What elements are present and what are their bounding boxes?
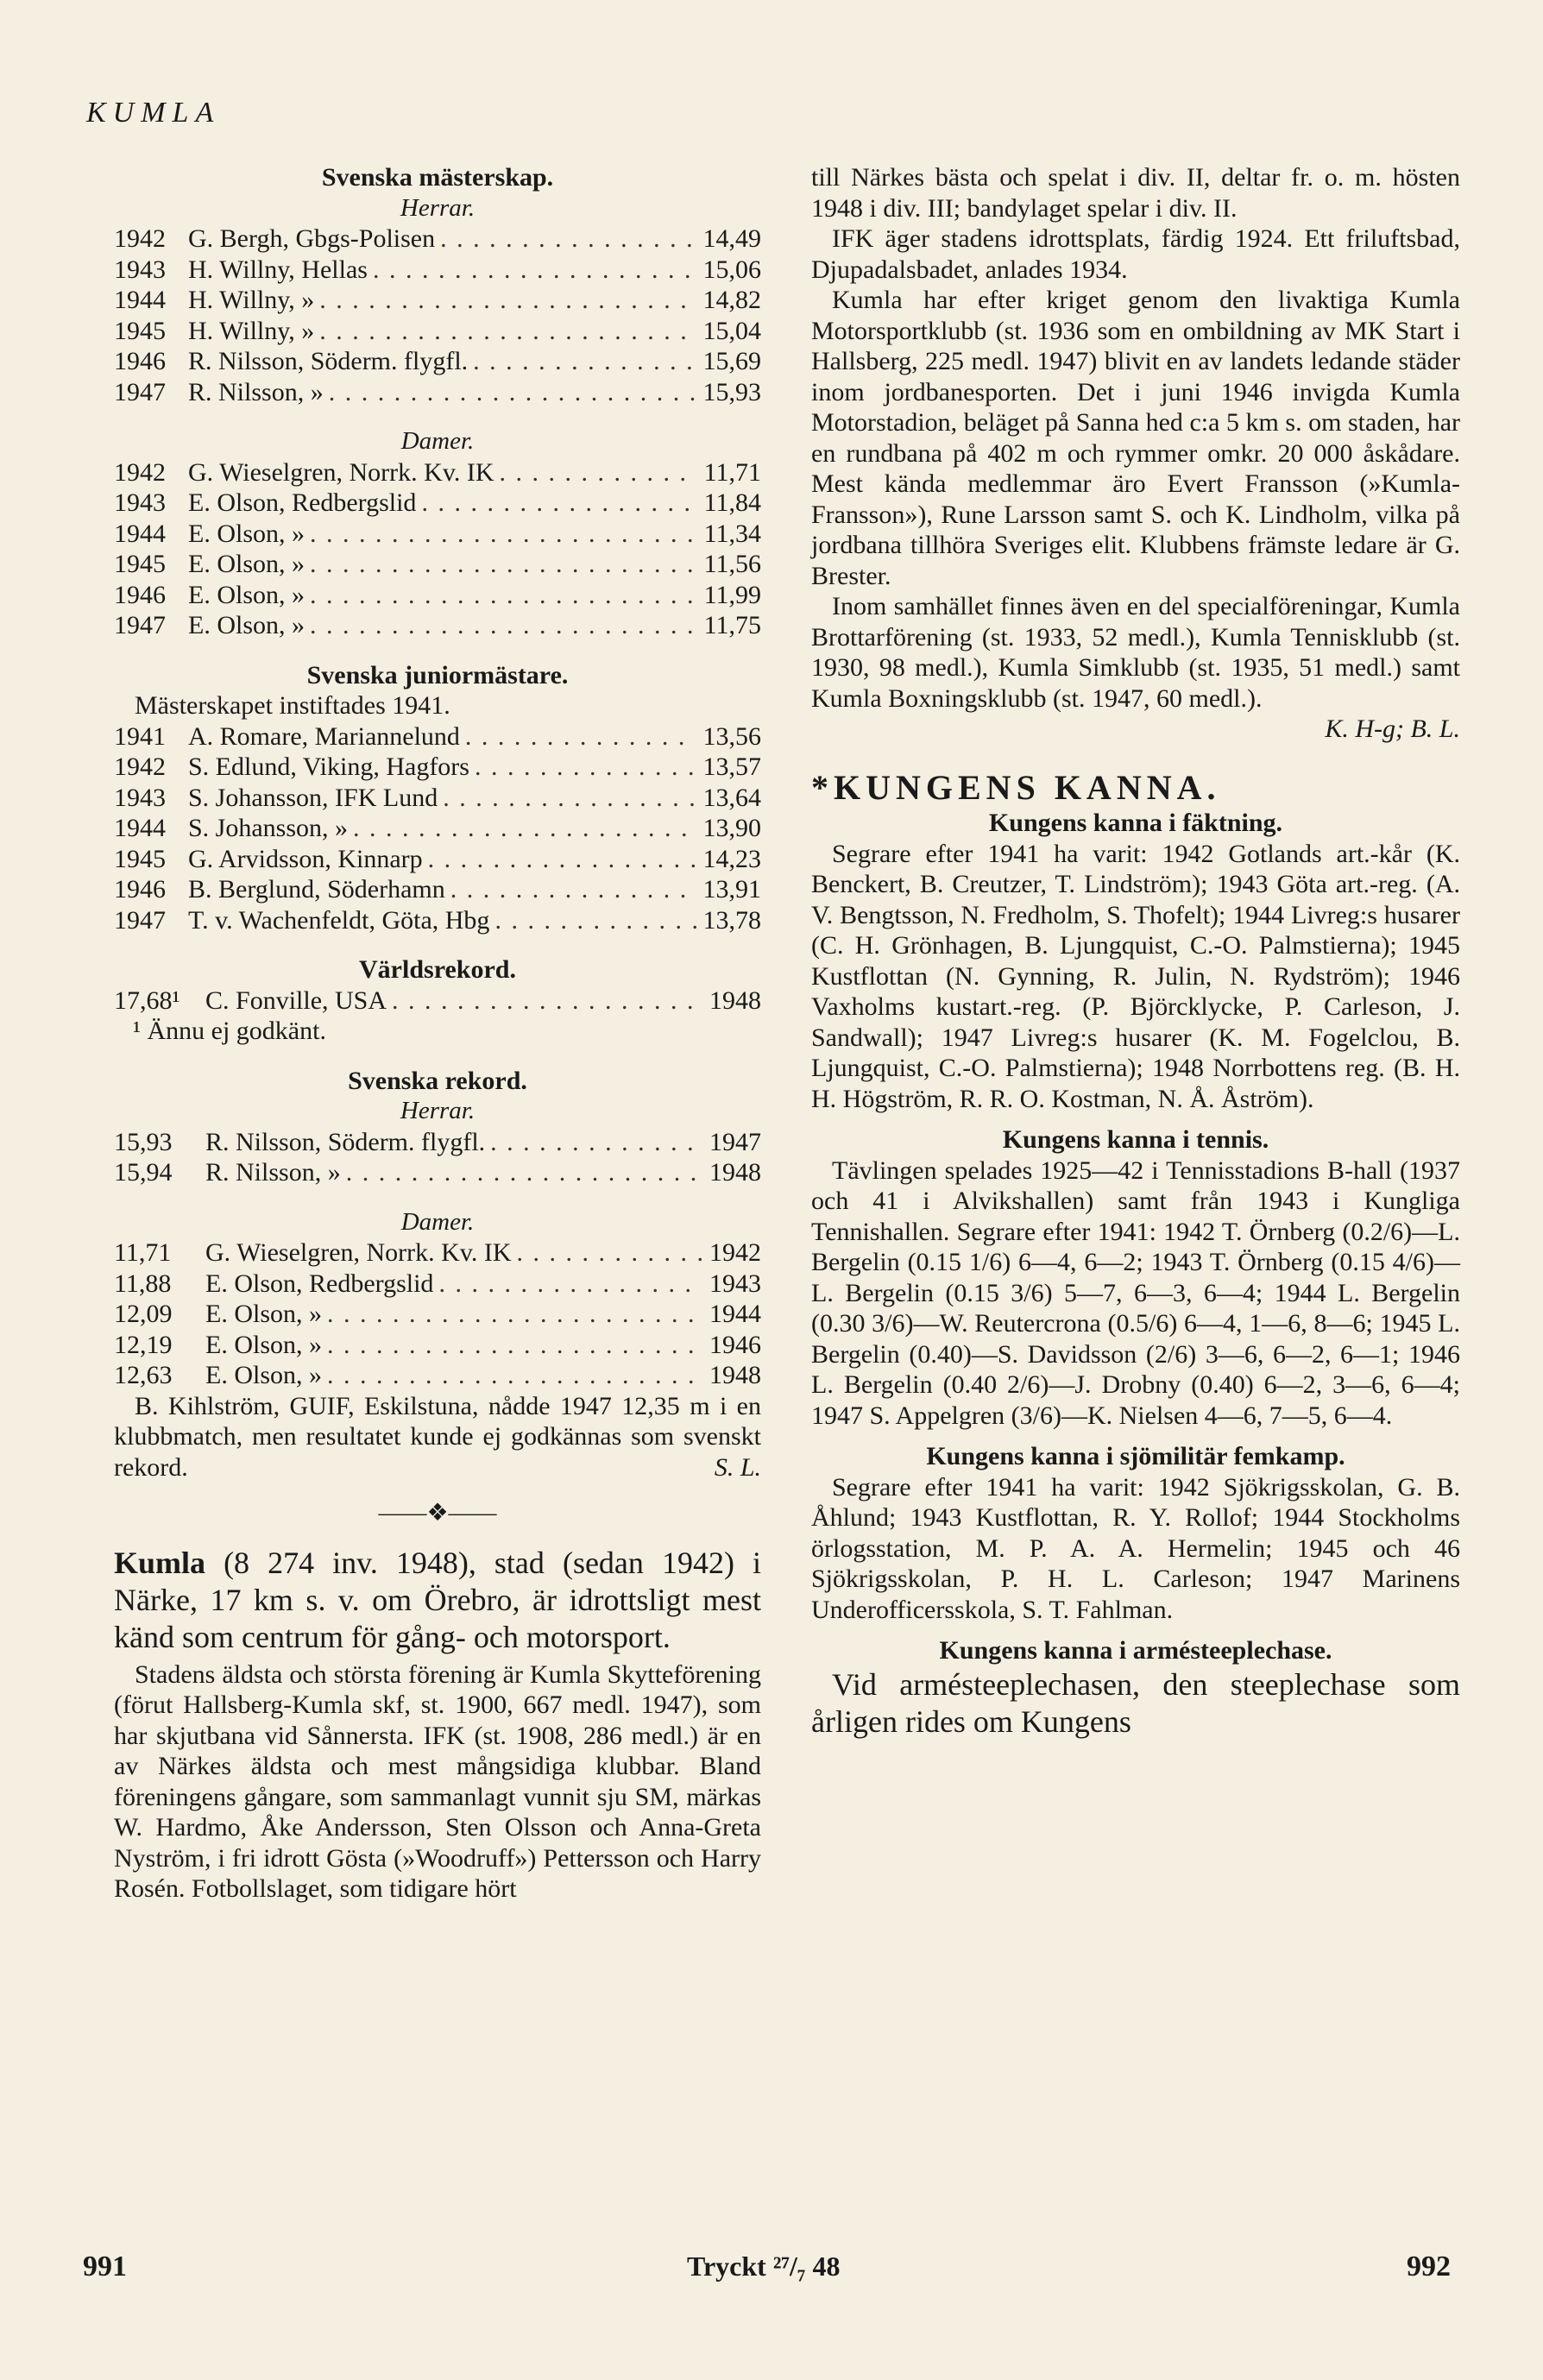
row-year: 1941	[114, 721, 166, 751]
row-year: 1942	[114, 752, 166, 781]
row-year: 1945	[114, 316, 166, 345]
leader-dots	[327, 1299, 702, 1330]
row-name: H. Willny, »	[188, 316, 315, 345]
leader-dots	[310, 519, 697, 550]
sr-sign: S. L.	[714, 1452, 761, 1482]
ornament: ——❖——	[378, 1500, 497, 1527]
junior-list	[114, 721, 761, 936]
row-year: 1946	[114, 580, 166, 609]
row-name: G. Bergh, Gbgs-Polisen	[188, 224, 436, 253]
row-name: T. v. Wachenfeldt, Göta, Hbg	[188, 905, 490, 935]
row-name: E. Olson, Redbergslid	[188, 488, 417, 517]
fakt-text: Segrare efter 1941 ha varit: 1942 Gotlands art.-kår (K. Benckert, B. Creutzer, T. Lindström); 1943 Göta art.-reg. (A. V. Bengtsson, N. Fredholm, S. Thofelt); 1944 Livreg:s husarer (C. H. Grönhagen, B. Ljungquist, C.-O. Palmstierna); 1945 Kustflottan (N. Gynning, R. Julin, N. Rydström); 1946 Vaxholms kustart.-reg. (P. Björcklycke, P. Carleson, J. Sandwall); 1947 Livreg:s husarer (K. M. Fogelclou, B. Ljungquist, C.-O. Palmstierna); 1948 Norrbottens reg. (B. H. H. Högström, R. R. O. Kostman, N. Å. Åström).	[811, 839, 1460, 1113]
row-year: 1945	[114, 550, 166, 578]
row-year: 1946	[709, 1330, 761, 1359]
right-p1: till Närkes bästa och spelat i div. II, deltar fr. o. m. hösten 1948 i div. III; bandylaget spelar i div. II.	[811, 163, 1460, 223]
row-result: 14,49	[702, 224, 761, 253]
table-row	[114, 488, 761, 519]
table-row	[114, 224, 761, 255]
right-column	[811, 162, 1460, 1741]
row-year: 1942	[709, 1238, 761, 1267]
row-name: E. Olson, Redbergslid	[205, 1269, 434, 1298]
junior-intro: Mästerskapet instiftades 1941.	[135, 691, 450, 720]
leader-dots	[346, 1157, 702, 1188]
row-name: E. Olson, »	[188, 580, 305, 609]
leader-dots	[443, 783, 696, 814]
row-result: 11,84	[703, 488, 761, 517]
row-year: 1948	[709, 1158, 761, 1187]
row-year: 1943	[114, 255, 166, 284]
table-row	[114, 844, 761, 875]
sr-herrar-label: Herrar.	[400, 1097, 475, 1124]
row-name: A. Romare, Mariannelund	[188, 721, 460, 751]
row-name: E. Olson, »	[205, 1300, 322, 1328]
leader-dots	[438, 1269, 702, 1300]
row-result: 14,23	[702, 844, 761, 873]
arme-title: Kungens kanna i armésteeplechase.	[939, 1636, 1332, 1665]
row-value: 15,93	[114, 1127, 173, 1156]
leader-dots	[428, 844, 696, 875]
wr-year: 1948	[709, 985, 761, 1015]
leader-dots	[421, 488, 696, 519]
row-year: 1946	[114, 347, 166, 375]
row-name: E. Olson, »	[205, 1361, 322, 1389]
table-row	[114, 1330, 761, 1361]
table-row	[114, 752, 761, 783]
leader-dots	[517, 1237, 702, 1269]
table-row	[114, 346, 761, 377]
row-result: 15,93	[702, 377, 761, 406]
table-row	[114, 610, 761, 641]
row-result: 15,04	[702, 316, 761, 345]
sr-title: Svenska rekord.	[348, 1066, 527, 1095]
leader-dots	[373, 255, 696, 286]
sr-damer-label: Damer.	[400, 1207, 475, 1236]
right-p3: Kumla har efter kriget genom den livaktiga Kumla Motorsportklubb (st. 1936 som en ombildning av MK Start i Hallsberg, 225 medl. 1947) blivit en av landets ledande städer inom jordbanesporten. Det i juni 1946 invigda Kumla Motorstadion, beläget på Sanna hed c:a 5 km s. om staden, har en rundbana på 402 m och rymmer omkr. 20 000 åskådare. Mest kända medlemmar äro Evert Fransson (»Kumla-Fransson»), Rune Larsson samt S. och K. Lindholm, vilka på jordbana tillhöra Sveriges elit. Klubbens främste ledare är G. Brester.	[811, 286, 1460, 590]
row-value: 12,09	[114, 1300, 173, 1328]
table-row	[114, 1299, 761, 1330]
leader-dots	[310, 549, 697, 580]
row-name: E. Olson, »	[188, 519, 305, 548]
row-year: 1943	[114, 783, 166, 812]
tennis-title: Kungens kanna i tennis.	[1002, 1125, 1269, 1154]
row-result: 11,75	[703, 611, 761, 639]
row-year: 1942	[114, 224, 166, 253]
table-row	[114, 1269, 761, 1300]
kungens-title: *KUNGENS KANNA.	[811, 767, 1221, 807]
row-name: G. Arvidsson, Kinnarp	[188, 844, 423, 873]
table-row	[114, 255, 761, 286]
wr-row	[114, 985, 761, 1017]
row-name: G. Wieselgren, Norrk. Kv. IK	[188, 457, 494, 487]
table-row	[114, 457, 761, 488]
table-row	[114, 721, 761, 752]
row-year: 1942	[114, 457, 166, 487]
left-column	[114, 162, 761, 1905]
row-result: 11,71	[703, 457, 761, 487]
table-row	[114, 1360, 761, 1391]
row-year: 1948	[709, 1361, 761, 1389]
kumla-lead: (8 274 inv. 1948), stad (sedan 1942) i Närke, 17 km s. v. om Örebro, är idrottsligt mest känd som centrum för gång- och motorsport.	[114, 1545, 761, 1654]
table-row	[114, 316, 761, 347]
leader-dots	[327, 1330, 702, 1361]
row-value: 11,88	[114, 1269, 172, 1298]
row-result: 14,82	[702, 286, 761, 314]
row-year: 1947	[114, 377, 166, 406]
row-year: 1944	[114, 519, 166, 548]
sr-note-text: B. Kihlström, GUIF, Eskilstuna, nådde 1947 12,35 m i en klubbmatch, men resultatet kunde ej godkännas som svenskt rekord.	[114, 1391, 761, 1482]
leader-dots	[327, 1360, 702, 1391]
table-row	[114, 285, 761, 316]
page-number-left: 991	[83, 2251, 127, 2282]
row-year: 1945	[114, 844, 166, 873]
leader-dots	[310, 610, 697, 641]
print-date: Tryckt ²⁷/₇ 48	[687, 2251, 841, 2282]
row-result: 11,99	[703, 580, 761, 609]
row-name: R. Nilsson, Söderm. flygfl.	[205, 1127, 486, 1156]
sr-herrar-list	[114, 1127, 761, 1188]
row-year: 1947	[114, 611, 166, 639]
leader-dots	[310, 580, 697, 611]
table-row	[114, 1157, 761, 1188]
right-p4-sign: K. H-g; B. L.	[1325, 715, 1460, 743]
sm-title: Svenska mästerskap.	[321, 163, 554, 192]
tennis-text: Tävlingen spelades 1925—42 i Tennisstadions B-hall (1937 och 41 i Alvikshallen) samt från 1943 i Kungliga Tennishallen. Segrare efter 1941: 1942 T. Örnberg (0.2/6)—L. Bergelin (0.15 1/6) 6—4, 6—2; 1943 T. Örnberg (0.15 4/6)—L. Bergelin (0.15 3/6) 5—7, 6—3, 6—4; 1944 L. Bergelin (0.30 3/6)—W. Reutercrona (0.5/6) 6—4, 1—6, 8—6; 1945 L. Bergelin (0.40)—S. Davidsson (2/6) 3—6, 6—2, 6—1; 1946 L. Bergelin (0.40 2/6)—J. Drobny (0.40) 6—2, 3—6, 6—4; 1947 S. Appelgren (3/6)—K. Nielsen 4—6, 7—5, 6—4.	[811, 1155, 1460, 1430]
row-result: 13,91	[702, 875, 761, 904]
leader-dots	[319, 285, 696, 316]
leader-dots	[353, 813, 696, 844]
row-year: 1946	[114, 875, 166, 904]
herrar-label: Herrar.	[400, 193, 475, 222]
row-name: S. Johansson, IFK Lund	[188, 783, 438, 812]
row-value: 12,19	[114, 1330, 173, 1359]
row-result: 15,69	[702, 347, 761, 375]
row-name: R. Nilsson, Söderm. flygfl.	[188, 347, 469, 375]
sjo-title: Kungens kanna i sjömilitär femkamp.	[926, 1442, 1345, 1470]
damer-label: Damer.	[400, 427, 475, 455]
table-row	[114, 783, 761, 814]
sjo-text: Segrare efter 1941 ha varit: 1942 Sjökrigsskolan, G. B. Åhlund; 1943 Kustflottan, R. Y. Rollof; 1944 Stockholms örlogsstation, M. P. A. A. Hermelin; 1945 och 46 Sjökrigsskolan, P. H. L. Carleson; 1947 Marinens Underofficersskola, S. T. Fahlman.	[811, 1472, 1460, 1624]
row-result: 11,56	[703, 550, 761, 578]
wr-name: C. Fonville, USA	[205, 985, 387, 1015]
arme-text: Vid armésteeplechasen, den steeplechase som årligen rides om Kungens	[811, 1666, 1460, 1739]
row-year: 1947	[114, 905, 166, 935]
row-name: S. Edlund, Viking, Hagfors	[188, 752, 469, 781]
row-value: 11,71	[114, 1238, 172, 1267]
damer-list	[114, 457, 761, 641]
row-name: H. Willny, Hellas	[188, 255, 368, 284]
row-result: 13,57	[702, 752, 761, 781]
fakt-title: Kungens kanna i fäktning.	[988, 809, 1283, 837]
leader-dots	[490, 1127, 702, 1158]
row-year: 1944	[114, 286, 166, 314]
table-row	[114, 1237, 761, 1269]
wr-note: ¹ Ännu ej godkänt.	[133, 1017, 326, 1045]
table-row	[114, 1127, 761, 1158]
row-year: 1944	[709, 1300, 761, 1328]
row-year: 1943	[709, 1269, 761, 1298]
wr-title: Världsrekord.	[359, 955, 516, 984]
leader-dots	[473, 346, 696, 377]
row-name: E. Olson, »	[188, 550, 305, 578]
leader-dots	[450, 874, 696, 905]
row-year: 1947	[709, 1127, 761, 1156]
kumla-p1: Stadens äldsta och största förening är Kumla Skytteförening (förut Hallsberg-Kumla skf, st. 1900, 667 medl. 1947), som har skjutbana vid Sånnersta. IFK (st. 1908, 286 medl.) är en av Närkes äldsta och mest mångsidiga klubbar. Bland föreningens gångare, som sammanlagt vunnit sju SM, märkas W. Hardmo, Åke Andersson, Sten Olsson och Anna-Greta Nyström, i fri idrott Gösta (»Woodruff») Pettersson och Harry Rosén. Fotbollslaget, som tidigare hört	[114, 1659, 761, 1903]
leader-dots	[494, 905, 696, 936]
row-name: R. Nilsson, »	[188, 377, 324, 406]
table-row	[114, 580, 761, 611]
page-number-right: 992	[1407, 2251, 1451, 2282]
row-result: 11,34	[703, 519, 761, 548]
table-row	[114, 813, 761, 844]
junior-title: Svenska juniormästare.	[306, 660, 569, 689]
row-name: G. Wieselgren, Norrk. Kv. IK	[205, 1238, 512, 1267]
row-value: 15,94	[114, 1158, 173, 1187]
row-result: 13,64	[702, 783, 761, 812]
table-row	[114, 874, 761, 905]
row-result: 15,06	[702, 255, 761, 284]
leader-dots	[475, 752, 696, 783]
sr-damer-list	[114, 1237, 761, 1391]
table-row	[114, 905, 761, 936]
leader-dots	[319, 316, 696, 347]
row-name: H. Willny, »	[188, 286, 315, 314]
herrar-list	[114, 224, 761, 407]
row-name: E. Olson, »	[188, 611, 305, 639]
right-p4: Inom samhället finnes även en del specialföreningar, Kumla Brottarförening (st. 1933, 52 medl.), Kumla Tennisklubb (st. 1930, 98 medl.), Kumla Simklubb (st. 1935, 51 medl.) samt Kumla Boxningsklubb (st. 1947, 60 medl.).	[811, 592, 1460, 713]
row-name: R. Nilsson, »	[205, 1158, 341, 1187]
leader-dots	[329, 377, 696, 408]
leader-dots	[440, 224, 696, 255]
table-row	[114, 377, 761, 408]
table-row	[114, 519, 761, 550]
kumla-intro	[114, 1545, 761, 1656]
row-year: 1943	[114, 488, 166, 517]
kumla-head: Kumla	[114, 1545, 206, 1580]
row-name: S. Johansson, »	[188, 814, 349, 842]
sr-note	[114, 1391, 761, 1483]
right-p2: IFK äger stadens idrottsplats, färdig 1924. Ett friluftsbad, Djupadalsbadet, anlades 1934.	[811, 224, 1460, 284]
row-result: 13,90	[702, 814, 761, 842]
row-value: 12,63	[114, 1361, 173, 1389]
row-result: 13,78	[702, 905, 761, 935]
running-title: KUMLA	[86, 97, 221, 129]
row-result: 13,56	[702, 721, 761, 751]
row-name: E. Olson, »	[205, 1330, 322, 1359]
wr-value: 17,68¹	[114, 985, 180, 1015]
row-name: B. Berglund, Söderhamn	[188, 875, 445, 904]
leader-dots	[465, 721, 696, 752]
row-year: 1944	[114, 814, 166, 842]
leader-dots	[500, 457, 697, 488]
table-row	[114, 549, 761, 580]
